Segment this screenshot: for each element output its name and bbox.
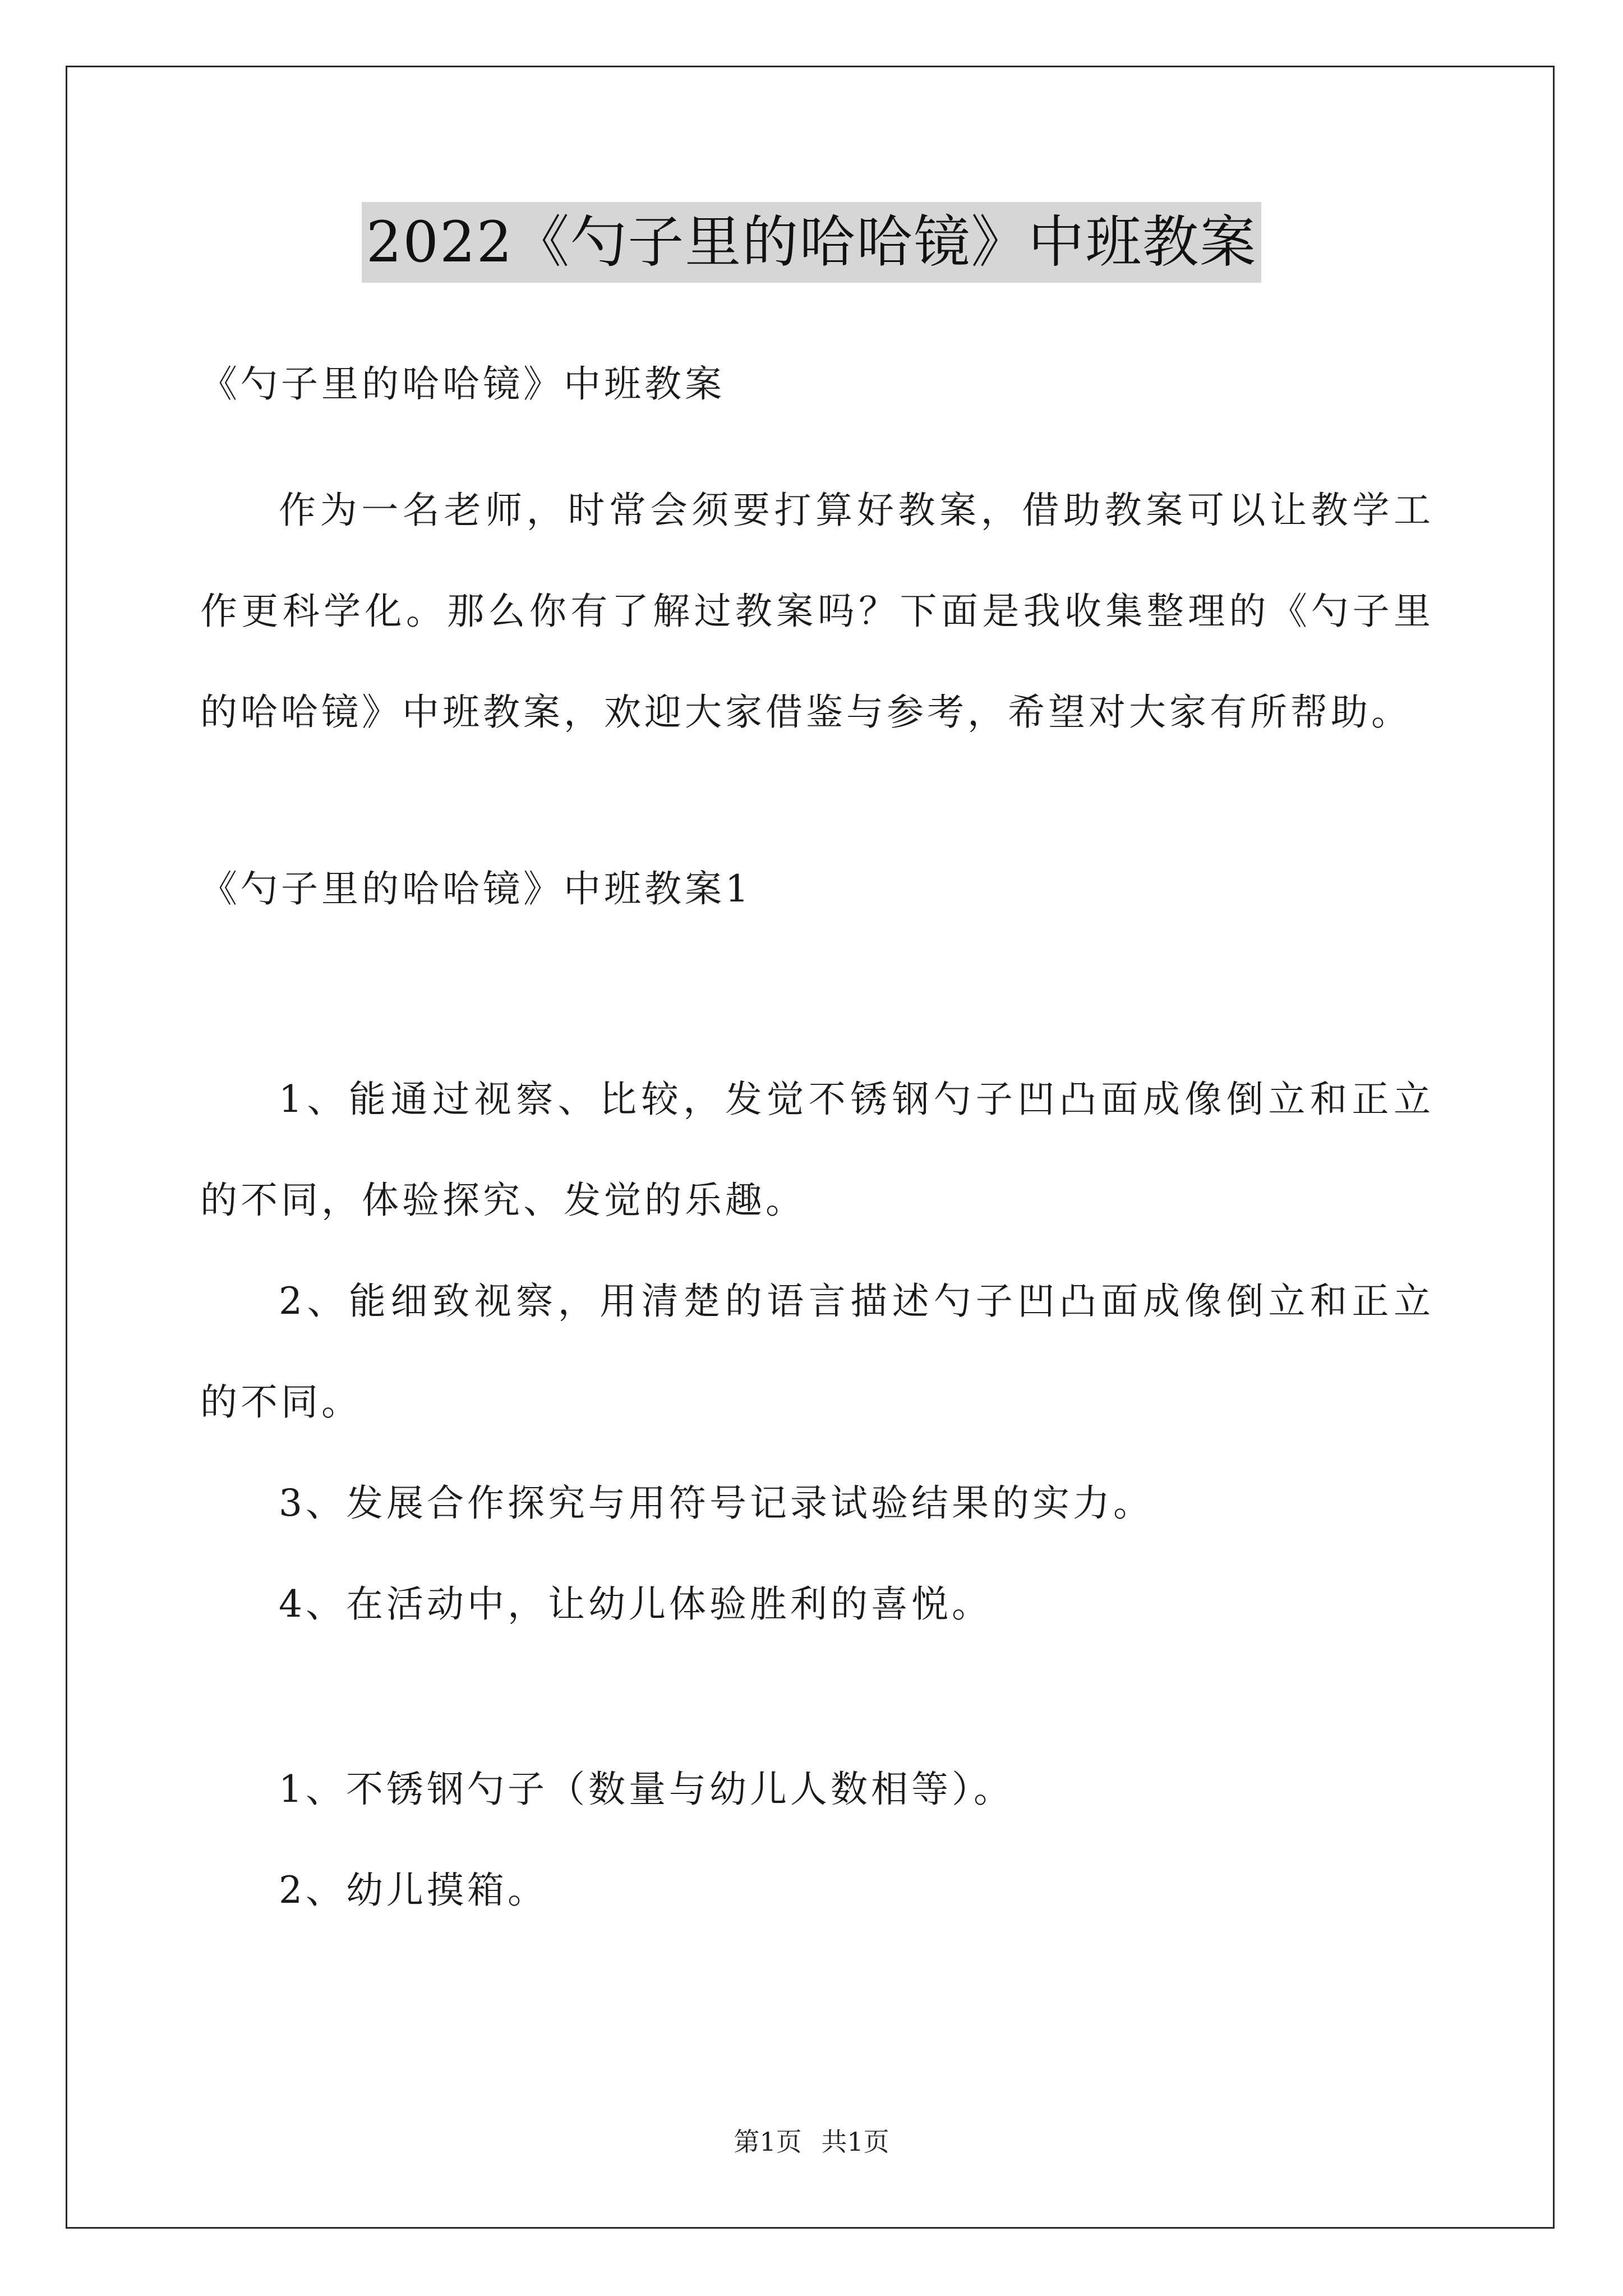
goal-item: 3、发展合作探究与用符号记录试验结果的实力。 bbox=[279, 1481, 1154, 1525]
title-container bbox=[0, 202, 1623, 283]
material-item: 1、不锈钢勺子（数量与幼儿人数相等）。 bbox=[279, 1768, 1014, 1811]
document-title: 2022《勺子里的哈哈镜》中班教案 bbox=[362, 202, 1262, 283]
goal-item: 4、在活动中，让幼儿体验胜利的喜悦。 bbox=[279, 1582, 992, 1626]
goal-item: 1、能通过视察、比较，发觉不锈钢勺子凹凸面成像倒立和正立的不同，体验探究、发觉的乐趣。 bbox=[200, 1078, 1434, 1222]
goal-item: 2、能细致视察，用清楚的语言描述勺子凹凸面成像倒立和正立的不同。 bbox=[200, 1280, 1434, 1424]
section-heading: 《勺子里的哈哈镜》中班教案1 bbox=[200, 867, 752, 910]
intro-paragraph: 作为一名老师，时常会须要打算好教案，借助教案可以让教学工作更科学化。那么你有了解过教案吗？下面是我收集整理的《勺子里的哈哈镜》中班教案，欢迎大家借鉴与参考，希望对大家有所帮助。 bbox=[200, 489, 1434, 734]
document-body bbox=[200, 359, 1434, 1941]
document-subtitle: 《勺子里的哈哈镜》中班教案 bbox=[200, 362, 725, 406]
material-item: 2、幼儿摸箱。 bbox=[279, 1869, 548, 1912]
page-number: 第1页 bbox=[734, 2127, 802, 2157]
page-total: 共1页 bbox=[821, 2127, 889, 2157]
page-footer bbox=[0, 2125, 1623, 2159]
